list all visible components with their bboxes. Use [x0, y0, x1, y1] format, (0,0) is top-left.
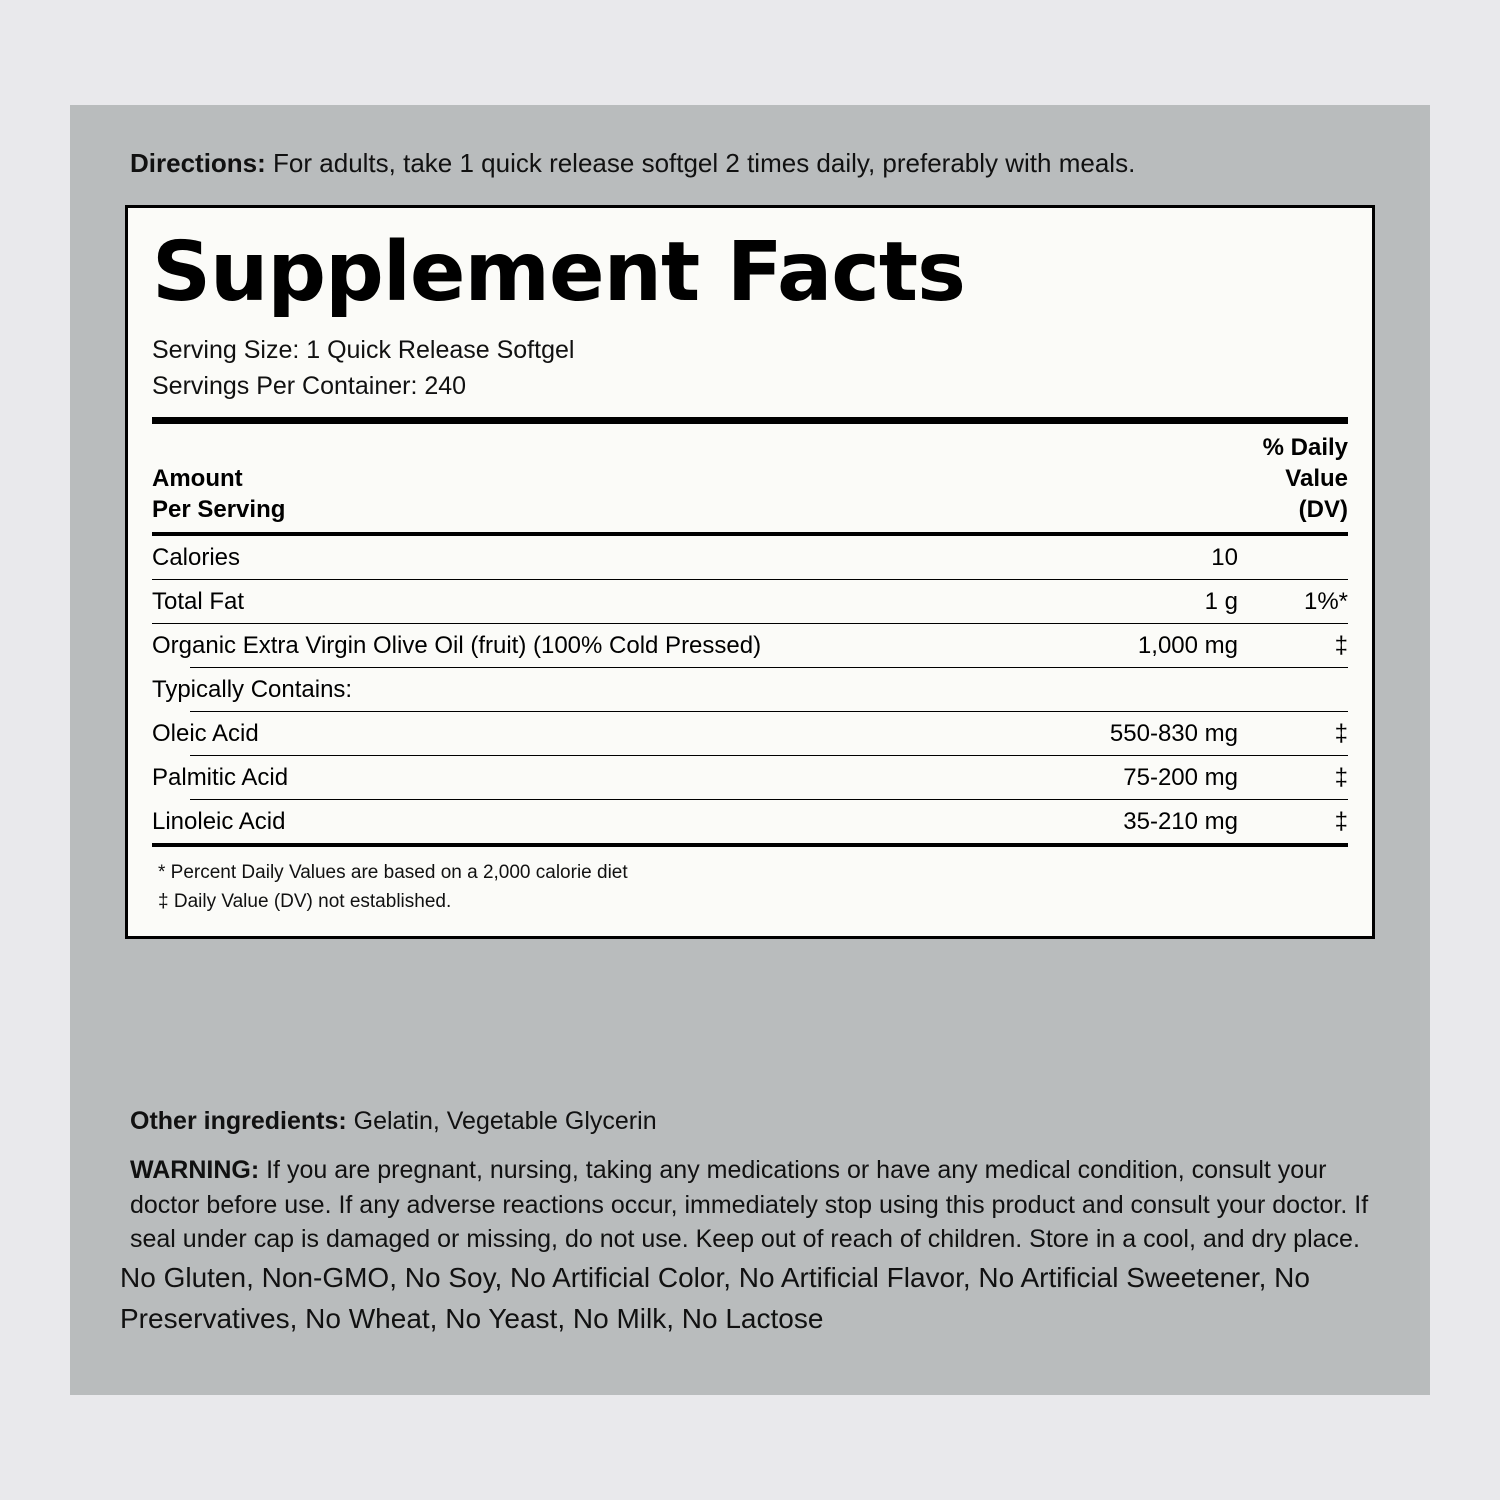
nutrient-dv: 1%* [1303, 588, 1348, 616]
nutrient-row-oleic-acid [152, 712, 1348, 755]
nutrient-dv: ‡ [1334, 720, 1348, 748]
nutrient-row-calories [152, 536, 1348, 579]
nutrient-amount: 75-200 mg [1123, 764, 1238, 792]
table-row [152, 624, 1348, 667]
nutrient-name: Calories [152, 544, 241, 572]
nutrient-amount: 35-210 mg [1123, 808, 1238, 836]
header-dv-line2: Value [1285, 464, 1348, 492]
header-amount-line1: Amount [152, 464, 243, 492]
supplement-label-card [70, 105, 1430, 1395]
nutrient-dv [1238, 536, 1348, 579]
supplement-facts-panel [125, 205, 1375, 939]
nutrient-amount: 10 [1211, 544, 1238, 572]
nutrient-amount: 550-830 mg [1109, 720, 1238, 748]
nutrient-name: Palmitic Acid [152, 764, 289, 792]
nutrient-amount [988, 668, 1238, 711]
footnote-percent-daily-value: * Percent Daily Values are based on a 2,000 calorie diet [158, 862, 628, 884]
supplement-facts-table [152, 424, 1348, 533]
table-row [152, 756, 1348, 799]
directions-text: For adults, take 1 quick release softgel 2 times daily, preferably with meals. [273, 148, 1136, 178]
table-header-row [152, 424, 1348, 533]
nutrient-name: Oleic Acid [152, 720, 259, 748]
warning-block [130, 1153, 1380, 1257]
supplement-facts-title: Supplement Facts [152, 225, 965, 320]
nutrient-name: Total Fat [152, 588, 245, 616]
nutrient-row-palmitic-acid [152, 756, 1348, 799]
header-spacer [988, 424, 1238, 533]
other-ingredients-line [130, 1105, 1375, 1139]
warning-text: If you are pregnant, nursing, taking any medications or have any medical condition, consult your doctor before use. If any adverse reactions occur, immediately stop using this product and consult your doctor. If seal under cap is damaged or missing, do not use. Keep out of reach of children. Store in a cool, and dry place. [130, 1156, 1369, 1253]
nutrient-dv: ‡ [1334, 632, 1348, 660]
serving-size: Serving Size: 1 Quick Release Softgel [152, 336, 575, 364]
nutrient-name: Organic Extra Virgin Olive Oil (fruit) (100% Cold Pressed) [152, 632, 762, 660]
directions-label: Directions: [130, 148, 266, 178]
free-from-claims: No Gluten, Non-GMO, No Soy, No Artificial Color, No Artificial Flavor, No Artificial Sweetener, No Preservatives, No Wheat, No Yeast, No Milk, No Lactose [120, 1262, 1310, 1334]
header-amount-line2: Per Serving [152, 495, 286, 523]
header-daily-value [1238, 424, 1348, 533]
nutrient-amount: 1 g [1204, 588, 1238, 616]
divider-bottom [152, 843, 1348, 847]
nutrient-row-typically-contains [152, 668, 1348, 711]
other-ingredients-label: Other ingredients: [130, 1107, 347, 1135]
table-row [152, 800, 1348, 843]
directions-line [130, 147, 1380, 181]
nutrient-row-linoleic-acid [152, 800, 1348, 843]
table-row [152, 536, 1348, 579]
warning-label: WARNING: [130, 1156, 260, 1184]
servings-per-container: Servings Per Container: 240 [152, 372, 467, 401]
nutrient-amount: 1,000 mg [1137, 632, 1238, 660]
nutrient-row-total-fat [152, 580, 1348, 623]
divider-thick-top [152, 417, 1348, 424]
header-amount-per-serving [152, 424, 988, 533]
header-dv-line3: (DV) [1298, 495, 1348, 523]
nutrient-dv [1238, 668, 1348, 711]
nutrient-dv: ‡ [1334, 764, 1348, 792]
footnotes [152, 859, 1348, 916]
table-row [152, 580, 1348, 623]
nutrient-name: Typically Contains: [152, 676, 353, 704]
table-row [152, 668, 1348, 711]
other-ingredients-text: Gelatin, Vegetable Glycerin [353, 1107, 657, 1135]
table-row [152, 712, 1348, 755]
nutrient-row-olive-oil [152, 624, 1348, 667]
nutrient-name: Linoleic Acid [152, 808, 286, 836]
footnote-dv-not-established: ‡ Daily Value (DV) not established. [158, 890, 452, 912]
nutrient-dv: ‡ [1334, 808, 1348, 836]
header-dv-line1: % Daily [1262, 433, 1348, 461]
